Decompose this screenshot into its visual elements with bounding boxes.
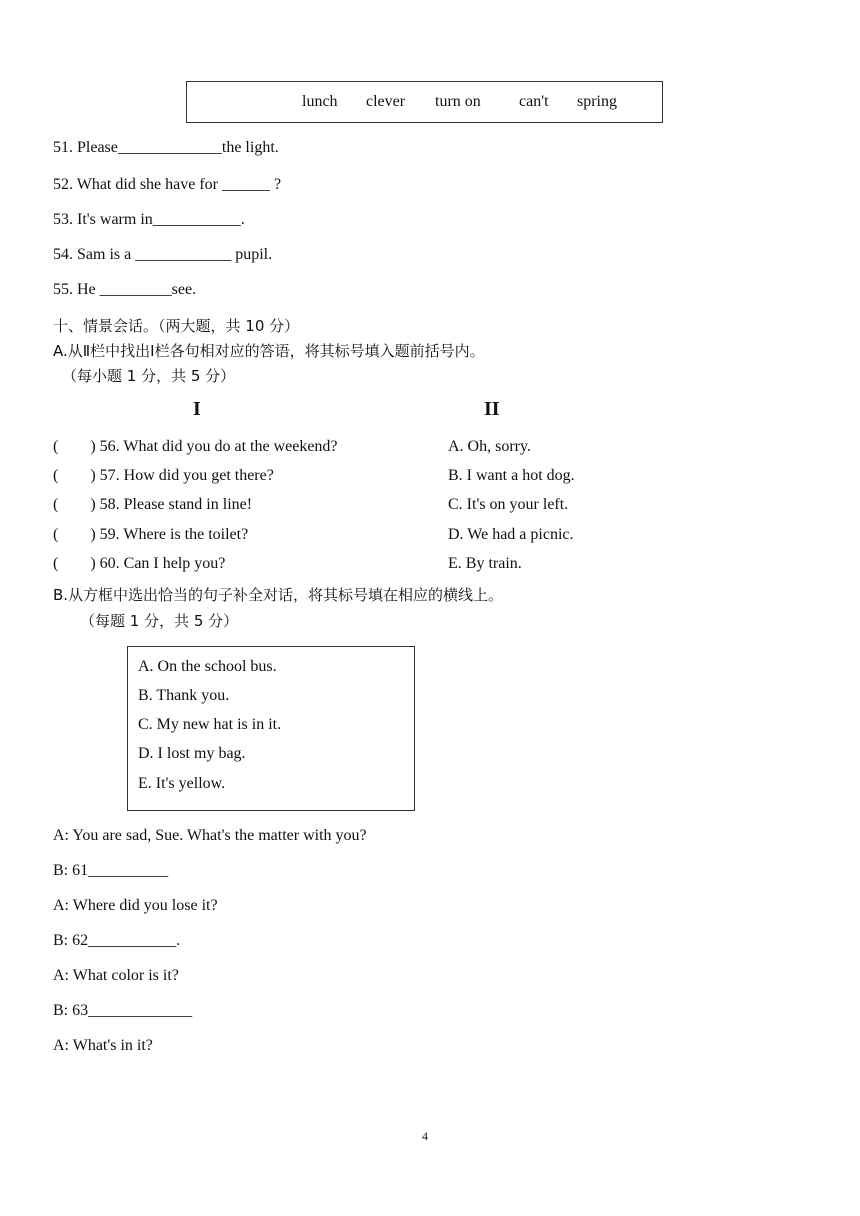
part-a-score: （每小题 1 分，共 5 分） — [62, 367, 236, 385]
match-question: ( ) 56. What did you do at the weekend? — [53, 438, 338, 455]
question-53 — [53, 211, 245, 229]
option-item: A. On the school bus. — [138, 658, 277, 675]
column-header-ii: II — [484, 398, 500, 420]
dialogue-line: A: What color is it? — [53, 967, 179, 984]
dialogue-line: A: You are sad, Sue. What's the matter with you? — [53, 827, 367, 844]
word-bank-item: can't — [519, 93, 549, 110]
question-text: Sam is a ____________ pupil. — [77, 246, 273, 263]
dialogue-line: B: 61__________ — [53, 862, 169, 879]
question-number: 54. — [53, 246, 73, 263]
word-bank-item: clever — [366, 93, 406, 110]
match-question: ( ) 58. Please stand in line! — [53, 496, 253, 513]
question-text: Please_____________the light. — [77, 139, 279, 156]
page-number: 4 — [422, 1129, 428, 1143]
match-question: ( ) 57. How did you get there? — [53, 467, 274, 484]
question-number: 51. — [53, 139, 73, 156]
section-title: 十、情景会话。（两大题，共 10 分） — [53, 317, 300, 335]
question-52 — [53, 176, 281, 194]
match-answer: A. Oh, sorry. — [448, 438, 531, 455]
option-item: B. Thank you. — [138, 687, 230, 704]
question-number: 52. — [53, 176, 73, 193]
match-answer: C. It's on your left. — [448, 496, 569, 513]
match-answer: E. By train. — [448, 555, 522, 572]
match-answer: B. I want a hot dog. — [448, 467, 575, 484]
part-b-instruction: B.从方框中选出恰当的句子补全对话，将其标号填在相应的横线上。 — [53, 586, 504, 604]
dialogue-line: A: What's in it? — [53, 1037, 153, 1054]
dialogue-line: A: Where did you lose it? — [53, 897, 218, 914]
question-55 — [53, 281, 196, 299]
option-item: E. It's yellow. — [138, 775, 226, 792]
dialogue-line: B: 63_____________ — [53, 1002, 193, 1019]
option-item: D. I lost my bag. — [138, 745, 246, 762]
dialogue-line: B: 62___________. — [53, 932, 181, 949]
question-text: He _________see. — [77, 281, 197, 298]
word-bank-item: lunch — [302, 93, 338, 110]
question-number: 55. — [53, 281, 73, 298]
question-number: 53. — [53, 211, 73, 228]
options-box — [127, 646, 415, 811]
question-51 — [53, 139, 279, 157]
match-answer: D. We had a picnic. — [448, 526, 574, 543]
part-a-instruction: A.从Ⅱ栏中找出Ⅰ栏各句相对应的答语，将其标号填入题前括号内。 — [53, 342, 485, 360]
word-bank-item: turn on — [435, 93, 481, 110]
match-question: ( ) 60. Can I help you? — [53, 555, 226, 572]
word-bank-item: spring — [577, 93, 617, 110]
part-b-score: （每题 1 分，共 5 分） — [80, 612, 239, 630]
question-text: What did she have for ______ ? — [76, 176, 282, 193]
match-question: ( ) 59. Where is the toilet? — [53, 526, 249, 543]
question-text: It's warm in___________. — [77, 211, 245, 228]
question-54 — [53, 246, 272, 264]
column-header-i: I — [193, 398, 201, 420]
word-bank-box — [186, 81, 663, 123]
option-item: C. My new hat is in it. — [138, 716, 282, 733]
